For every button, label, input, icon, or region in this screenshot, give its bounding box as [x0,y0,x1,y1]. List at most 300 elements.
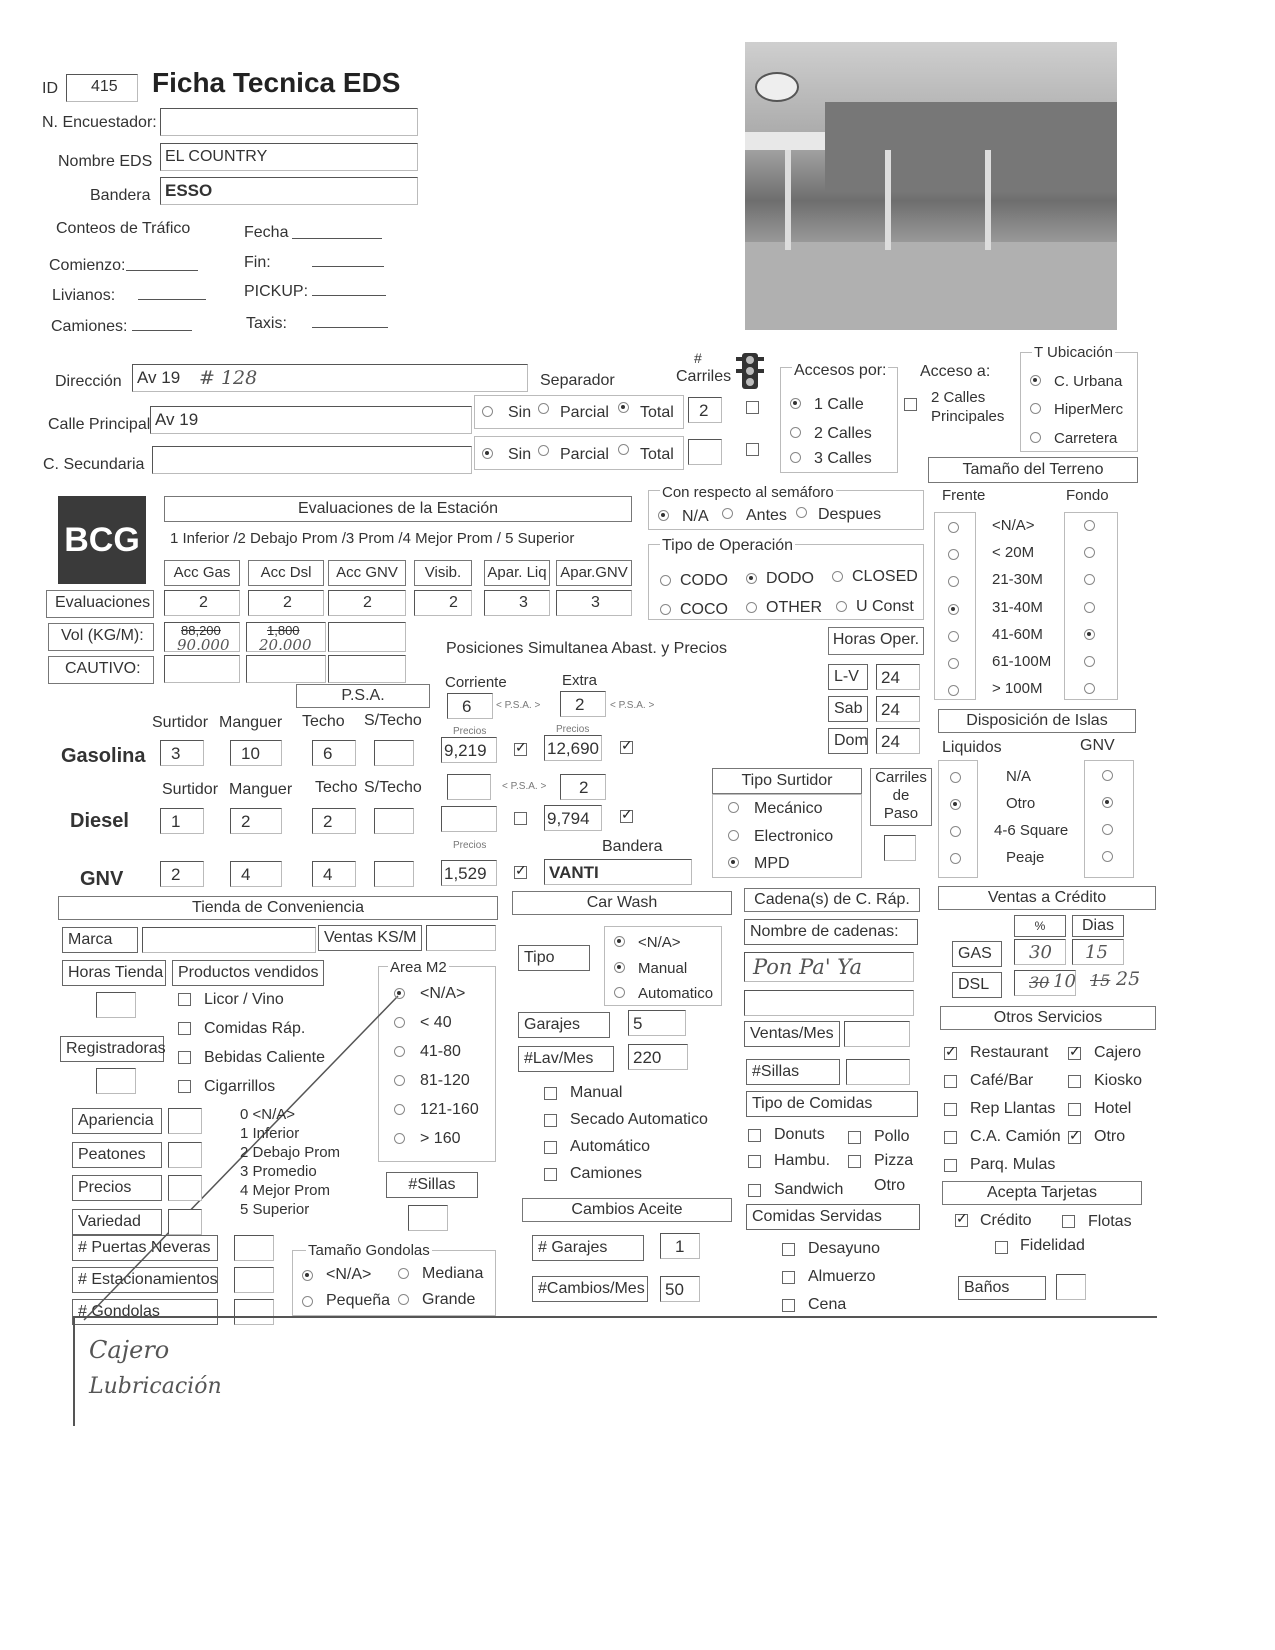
semaforo-despues-radio[interactable] [796,507,807,518]
cadena-nombre-label: Nombre de cadenas: [744,919,918,945]
horas-title: Horas Oper. [828,627,924,655]
area-radio-0[interactable] [394,988,405,999]
fondo-label: Fondo [1066,487,1109,504]
area-opt-3: 81-120 [420,1072,470,1089]
sep2-sin-radio[interactable] [482,448,493,459]
islas-opt-2: 4-6 Square [994,822,1069,839]
tienda-eval-field-1[interactable] [168,1142,202,1168]
servicio-check-6[interactable] [944,1131,957,1144]
gnv-value-0: 2 [171,865,181,884]
dsl-field-0[interactable] [160,808,204,834]
eval-value-1: 2 [283,594,292,611]
horas-value-0: 24 [881,668,900,687]
terreno-row-0: <N/A> [992,517,1035,534]
vol-label: Vol (KG/M): [48,623,154,651]
gnv-precio-check[interactable] [514,866,527,879]
cautivo-dsl-field[interactable] [246,655,326,683]
encuestador-label: N. Encuestador: [42,114,157,131]
vol-dsl-value: 1,800 [267,623,300,638]
eval-field-2[interactable] [328,590,406,616]
vol-dsl-field[interactable] [246,622,326,652]
cadena-sillas-field[interactable] [846,1059,910,1085]
evaluaciones-title: Evaluaciones de la Estación [164,496,632,522]
banos-field[interactable] [1056,1274,1086,1300]
servicio-check-4[interactable] [944,1103,957,1116]
islas-liq-radio-0[interactable] [950,772,961,783]
islas-opt-0: N/A [1006,768,1032,785]
operacion-opt-4: OTHER [766,599,822,616]
dsl-precio1-field[interactable] [441,806,497,832]
sep1-total: Total [640,404,674,421]
cw-tipo-auto: Automatico [638,985,714,1002]
taxis-line [312,327,388,328]
aceite-cambios-value: 50 [665,1280,684,1299]
notes-line-1: Cajero [89,1336,170,1364]
sep2-parcial: Parcial [560,446,609,463]
carwash-lav-field[interactable] [628,1044,688,1070]
fecha-label: Fecha [244,224,289,241]
cw-tipo-auto-radio[interactable] [614,987,625,998]
calle-principal-field[interactable] [150,406,472,434]
producto-check-0[interactable] [178,993,191,1006]
sep2-total: Total [640,446,674,463]
servicio-check-1[interactable] [1068,1047,1081,1060]
terreno-row-5: 61-100M [992,653,1052,670]
traffic-light-icon [736,353,764,389]
carwash-tipo-label: Tipo [518,945,590,971]
dsl-stecho-field[interactable] [374,808,414,834]
ubicacion-1: C. Urbana [1054,373,1123,390]
carwash-check-1[interactable] [544,1114,557,1127]
horas-field-1[interactable] [876,696,920,722]
surtidor-mpd-radio[interactable] [728,857,739,868]
cadena-tipo-0: Donuts [774,1126,825,1143]
camiones-line [132,330,192,331]
area-opt-0: <N/A> [420,985,466,1002]
eval-col-2: Acc GNV [328,560,406,586]
cadena-servidas-label: Comidas Servidas [746,1204,920,1230]
manguer-col-label: Manguer [219,714,283,731]
servicios-title: Otros Servicios [940,1006,1156,1030]
carwash-title: Car Wash [512,891,732,915]
terreno-row-6: > 100M [992,680,1043,698]
direccion-field[interactable] [132,364,528,392]
credito-gas-label: GAS [952,941,1002,967]
gondola-na: <N/A> [326,1266,372,1283]
credito-pct-label: % [1014,915,1066,937]
area-radio-5[interactable] [394,1133,405,1144]
sep2-parcial-radio[interactable] [538,445,549,456]
dsl-field-1[interactable] [230,808,282,834]
surtidor-electronico-radio[interactable] [728,830,739,841]
fondo-radio-3[interactable] [1084,602,1095,613]
manguer-col-label-2: Manguer [229,781,293,798]
notes-area[interactable] [73,1316,1157,1426]
islas-gnv-radio-1[interactable] [1102,797,1113,808]
islas-liq-radio-1[interactable] [950,799,961,810]
gnv-bandera-field[interactable] [544,859,692,885]
carwash-garajes-label: Garajes [518,1012,610,1038]
cadena-nombre-field-2[interactable] [744,990,914,1016]
nombre-eds-label: Nombre EDS [58,153,153,170]
frente-radio-4[interactable] [948,631,959,642]
horas-field-0[interactable] [876,664,920,690]
operacion-radio-5[interactable] [836,601,847,612]
diesel-label: Diesel [70,810,129,832]
surtidor-mecanico-radio[interactable] [728,802,739,813]
terreno-row-3: 31-40M [992,598,1043,616]
extra-label: Extra [562,672,598,689]
credito-gas-pct[interactable] [1014,939,1066,965]
eval-value-0: 2 [199,594,208,611]
frente-radio-3[interactable] [948,604,959,615]
gas-precios-label-1: Precios [453,726,487,737]
ubicacion-title: T Ubicación [1034,344,1113,361]
credito-dsl-pct[interactable] [1014,970,1076,996]
producto-check-3[interactable] [178,1080,191,1093]
operacion-radio-3[interactable] [660,604,671,615]
cw-tipo-na-radio[interactable] [614,936,625,947]
tarjetas-title: Acepta Tarjetas [942,1181,1142,1205]
credito-gas-pct-hw: 30 [1029,942,1052,963]
carwash-opt-2: Automático [570,1138,651,1155]
area-radio-2[interactable] [394,1046,405,1057]
aceite-title: Cambios Aceite [522,1198,732,1222]
stecho-col-label: S/Techo [364,712,422,729]
credito-dsl-pct2-hw: 10 [1053,971,1076,992]
fondo-radio-0[interactable] [1084,520,1095,531]
ubicacion-2-radio[interactable] [1030,403,1041,414]
calle-principal-value: Av 19 [155,410,199,429]
cadena-title: Cadena(s) de C. Ráp. [744,888,920,912]
acceso-a-option: 2 Calles Principales [931,389,1005,425]
islas-gnv-radio-0[interactable] [1102,770,1113,781]
carwash-check-0[interactable] [544,1087,557,1100]
operacion-opt-0: CODO [680,572,728,589]
semaforo-antes-radio[interactable] [722,508,733,519]
secundaria-label: C. Secundaria [43,456,145,473]
eval-col-3: Visib. [414,560,472,586]
islas-liq-radio-2[interactable] [950,826,961,837]
taxis-label: Taxis: [246,315,287,332]
extra-psa-field[interactable] [560,691,606,717]
dsl-psa-corr-field[interactable] [447,774,491,800]
livianos-label: Livianos: [52,287,116,304]
sep1-sin: Sin [508,404,532,421]
eval-field-4[interactable] [484,590,550,616]
carriles-hash: # [694,350,702,366]
tienda-eval-label-1: Peatones [72,1142,162,1168]
aceite-cambios-label: #Cambios/Mes [532,1276,648,1302]
area-opt-1: < 40 [420,1014,452,1031]
stecho-col-label-2: S/Techo [364,779,422,796]
operacion-radio-4[interactable] [746,602,757,613]
accesos-title: Accesos por: [794,362,887,379]
accesos-1-radio[interactable] [790,398,801,409]
carriles-1-value: 2 [699,401,709,420]
gnv-field-0[interactable] [160,861,204,887]
dsl-field-2[interactable] [312,808,356,834]
carwash-opt-1: Secado Automatico [570,1111,708,1128]
sep1-sin-radio[interactable] [482,406,493,417]
gas-precio2-check[interactable] [620,741,633,754]
accesos-3-radio[interactable] [790,452,801,463]
producto-3: Cigarrillos [204,1078,276,1095]
livianos-line [138,299,206,300]
pickup-line [312,295,386,296]
eval-col-1: Acc Dsl [248,560,324,586]
gas-field-2[interactable] [312,740,356,766]
tienda-eval-field-0[interactable] [168,1108,202,1134]
eval-col-0: Acc Gas [164,560,240,586]
servicio-check-5[interactable] [1068,1103,1081,1116]
corriente-label: Corriente [445,674,507,691]
tienda-sillas-field[interactable] [408,1205,448,1231]
gnv-value-1: 4 [241,865,251,884]
sep2-sin: Sin [508,446,532,463]
gnv-precio-value: 1,529 [444,864,487,883]
gasolina-label: Gasolina [61,745,146,767]
servicio-4: Rep Llantas [970,1100,1056,1117]
area-radio-3[interactable] [394,1075,405,1086]
semaforo-na-radio[interactable] [658,510,669,521]
surtidor-mpd: MPD [754,855,790,872]
encuestador-field[interactable] [160,108,418,136]
cadena-tipo-check-3[interactable] [848,1155,861,1168]
dsl-value-2: 2 [323,812,333,831]
vol-gas-field[interactable] [164,622,240,652]
sep1-total-radio[interactable] [618,402,629,413]
cadena-tipo-5: Otro [874,1177,906,1194]
aceite-garajes-field[interactable] [660,1233,700,1259]
id-field[interactable] [66,74,138,102]
operacion-opt-3: COCO [680,601,728,618]
servicio-check-8[interactable] [944,1159,957,1172]
carwash-lav-label: #Lav/Mes [518,1046,614,1072]
operacion-radio-0[interactable] [660,575,671,586]
fin-line [312,266,384,267]
cadena-nombre-field[interactable] [744,952,914,982]
productos-label: Productos vendidos [172,960,324,986]
tienda-sillas-label: #Sillas [386,1172,478,1198]
horas-key-2: Dom [828,728,868,754]
cadena-tipo-label: Tipo de Comidas [746,1091,918,1117]
servicio-check-7[interactable] [1068,1131,1081,1144]
cadena-tipo-check-4[interactable] [748,1184,761,1197]
gnv-precio-field[interactable] [441,860,497,886]
islas-gnv-radio-3[interactable] [1102,851,1113,862]
semaforo-2-check[interactable] [746,443,759,456]
credito-gas-dias[interactable] [1072,939,1124,965]
gas-field-0[interactable] [160,740,204,766]
terreno-title: Tamaño del Terreno [928,457,1138,483]
tarjeta-credito-check[interactable] [955,1214,968,1227]
frente-label: Frente [942,487,986,504]
credito-dsl-pct-hw: 30 [1029,973,1050,992]
gnv-precios-label: Precios [453,840,487,851]
cadena-servidas-check-2[interactable] [782,1299,795,1312]
accesos-2-radio[interactable] [790,427,801,438]
servicio-check-0[interactable] [944,1047,957,1060]
servicio-1: Cajero [1094,1044,1142,1061]
dsl-precio1-check[interactable] [514,812,527,825]
carriles-2-field[interactable] [688,439,722,465]
station-photo [745,42,1117,330]
islas-title: Disposición de Islas [938,709,1136,733]
operacion-radio-2[interactable] [832,571,843,582]
gas-precio1-field[interactable] [441,737,497,763]
area-opt-5: > 160 [420,1130,461,1147]
carwash-garajes-field[interactable] [628,1010,686,1036]
horas-field-2[interactable] [876,728,920,754]
dsl-psa-field[interactable] [560,774,606,800]
semaforo-1-check[interactable] [746,401,759,414]
eval-field-0[interactable] [164,590,240,616]
nombre-eds-field[interactable] [160,143,418,171]
operacion-title: Tipo de Operación [662,537,794,554]
evaluaciones-scale: 1 Inferior /2 Debajo Prom /3 Prom /4 Mejor Prom / 5 Superior [170,530,575,547]
semaforo-despues: Despues [818,506,882,523]
carriles-1-field[interactable] [688,397,722,423]
cautivo-gas-field[interactable] [164,655,240,683]
cadena-servidas-2: Cena [808,1296,847,1313]
area-title: Area M2 [390,959,447,976]
operacion-radio-1[interactable] [746,573,757,584]
sep2-total-radio[interactable] [618,444,629,455]
comienzo-line [126,270,198,271]
credito-dias-label: Dias [1072,915,1124,937]
cw-tipo-manual-radio[interactable] [614,962,625,973]
producto-1: Comidas Ráp. [204,1020,306,1037]
tienda-eval-field-3[interactable] [168,1209,202,1235]
credito-title: Ventas a Crédito [938,886,1156,910]
area-radio-4[interactable] [394,1104,405,1115]
eval-field-1[interactable] [248,590,324,616]
producto-check-2[interactable] [178,1051,191,1064]
corriente-psa-field[interactable] [447,693,493,719]
corriente-psa-value: 6 [462,697,472,716]
cadena-tipo-check-1[interactable] [848,1131,861,1144]
carriles-label: Carriles [676,368,732,385]
cadena-ventas-label: Ventas/Mes [744,1021,840,1047]
gas-precio1-value: 9,219 [444,741,487,760]
estacionamientos-label: # Estacionamientos [72,1267,218,1293]
bandera-value: ESSO [165,181,213,200]
gas-value-0: 3 [171,744,181,763]
aceite-cambios-field[interactable] [660,1276,700,1302]
semaforo-title: Con respecto al semáforo [662,484,834,501]
sep1-parcial-radio[interactable] [538,403,549,414]
gas-precio1-check[interactable] [514,743,527,756]
ubicacion-1-radio[interactable] [1030,375,1041,386]
terreno-row-4: 41-60M [992,625,1043,643]
servicio-check-2[interactable] [944,1075,957,1088]
tarjeta-fidelidad-check[interactable] [995,1241,1008,1254]
psa-header: P.S.A. [296,684,430,708]
gnv-field-2[interactable] [312,861,356,887]
operacion-opt-1: DODO [766,570,814,587]
aceite-garajes-label: # Garajes [532,1235,644,1261]
gnv-stecho-field[interactable] [374,861,414,887]
tienda-scale-4: 4 Mejor Prom [240,1182,331,1199]
cadena-servidas-check-0[interactable] [782,1243,795,1256]
ubicacion-3-radio[interactable] [1030,432,1041,443]
islas-liq-radio-3[interactable] [950,853,961,864]
ventas-field[interactable] [426,925,496,951]
cadena-tipo-check-0[interactable] [748,1129,761,1142]
gnv-bandera-value: VANTI [549,863,599,882]
frente-radio-5[interactable] [948,658,959,669]
dsl-psa-value: 2 [579,778,589,797]
tarjeta-flotas-check[interactable] [1062,1215,1075,1228]
cadena-ventas-field[interactable] [844,1021,910,1047]
eval-field-5[interactable] [556,590,632,616]
fondo-radio-4[interactable] [1084,629,1095,640]
horas-value-1: 24 [881,700,900,719]
producto-check-1[interactable] [178,1022,191,1035]
carriles-paso-label: Carriles de Paso [870,768,932,826]
islas-gnv-radio-2[interactable] [1102,824,1113,835]
secundaria-field[interactable] [152,446,472,474]
servicio-6: C.A. Camión [970,1128,1061,1145]
carriles-paso-field[interactable] [884,835,916,861]
cadena-tipo-4: Sandwich [774,1181,844,1198]
bandera-field[interactable] [160,177,418,205]
banos-label: Baños [958,1276,1046,1300]
gas-precio2-value: 12,690 [547,739,599,758]
area-radio-1[interactable] [394,1017,405,1028]
carwash-garajes-value: 5 [633,1014,643,1033]
eval-field-3[interactable] [414,590,472,616]
tienda-eval-field-2[interactable] [168,1175,202,1201]
eval-value-5: 3 [591,594,600,611]
gas-field-1[interactable] [230,740,282,766]
carwash-check-2[interactable] [544,1141,557,1154]
vol-gnv-field[interactable] [328,622,406,652]
frente-radio-0[interactable] [948,522,959,533]
tarjeta-fidelidad: Fidelidad [1020,1237,1085,1254]
gas-precio2-field[interactable] [544,735,602,761]
credito-dsl-dias-hw: 15 [1090,971,1111,990]
tienda-title: Tienda de Conveniencia [58,896,498,920]
trafico-title: Conteos de Tráfico [56,220,191,237]
credito-dsl-dias2-hw: 25 [1116,968,1141,990]
puertas-label: # Puertas Neveras [72,1235,218,1261]
dsl-precio2-check[interactable] [620,810,633,823]
dsl-precio2-field[interactable] [544,805,602,831]
eval-col-5: Apar.GNV [556,560,632,586]
islas-gnv: GNV [1080,737,1115,754]
carwash-check-3[interactable] [544,1168,557,1181]
cadena-tipo-check-2[interactable] [748,1155,761,1168]
marca-field[interactable] [142,927,316,953]
cautivo-gnv-field[interactable] [328,655,406,683]
vol-dsl-hw: 20.000 [259,636,312,654]
acceso-a-label: Acceso a: [920,363,991,380]
islas-opt-3: Peaje [1006,849,1045,866]
servicio-0: Restaurant [970,1044,1049,1061]
separador-label: Separador [540,372,615,389]
fondo-radio-5[interactable] [1084,656,1095,667]
servicio-check-3[interactable] [1068,1075,1081,1088]
producto-0: Licor / Vino [204,991,284,1008]
cadena-servidas-check-1[interactable] [782,1271,795,1284]
gnv-field-1[interactable] [230,861,282,887]
acceso-a-check[interactable] [904,398,917,411]
camiones-label: Camiones: [51,318,128,335]
gondolas-tam-title: Tamaño Gondolas [308,1242,430,1259]
gas-stecho-field[interactable] [374,740,414,766]
